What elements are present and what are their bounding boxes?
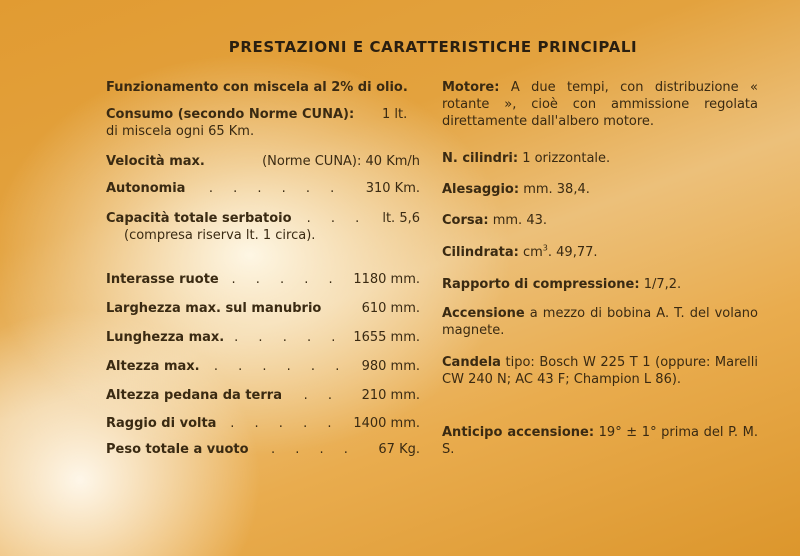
consumo-text: 1 lt. di miscela ogni 65 Km. <box>106 107 408 139</box>
autonomia-row <box>106 180 420 197</box>
dimension-row <box>106 387 420 404</box>
capacita-dots: . . . <box>306 211 368 226</box>
dimension-label: Altezza max. <box>106 359 200 374</box>
cilindrata-line <box>442 244 758 261</box>
dimension-label: Altezza pedana da terra <box>106 388 282 403</box>
funzionamento-line: Funzionamento con miscela al 2% di olio. <box>106 80 408 95</box>
dimension-dots: . . . . . . <box>213 359 348 374</box>
cilindrata-unit: cm <box>522 245 543 260</box>
anticipo-block <box>442 424 758 458</box>
accensione-text: a mezzo di bobina A. T. del volano magnete. <box>442 306 759 338</box>
dimension-row <box>106 358 420 375</box>
capacita-value: lt. 5,6 <box>382 211 420 226</box>
dimension-dots: . . . . <box>271 442 356 457</box>
consumo-block <box>106 106 420 139</box>
dimension-value: 1400 mm. <box>353 416 420 431</box>
motore-text: A due tempi, con distribuzione « rotante », cioè con ammissione regolata direttamente dall'albero motore. <box>442 80 758 129</box>
dimension-dots: . . . . . <box>230 416 340 431</box>
dimension-value: 980 mm. <box>361 359 420 374</box>
corsa-label: Corsa: <box>442 213 489 228</box>
autonomia-value: 310 Km. <box>365 181 420 196</box>
rapporto-label: Rapporto di compressione: <box>442 277 640 292</box>
motore-label: Motore: <box>442 80 500 95</box>
dimension-value: 1655 mm. <box>353 330 420 345</box>
dimension-row <box>106 441 420 458</box>
page-title: PRESTAZIONI E CARATTERISTICHE PRINCIPALI <box>228 38 638 56</box>
dimension-row <box>106 271 420 288</box>
dimension-dots: . . . . . <box>231 272 341 287</box>
dimension-label: Raggio di volta <box>106 416 217 431</box>
corsa-line <box>442 212 758 229</box>
dimension-row <box>106 329 420 346</box>
cilindrata-label: Cilindrata: <box>442 245 519 260</box>
dimension-value: 610 mm. <box>361 301 420 316</box>
cilindrata-text: . 49,77. <box>547 245 598 260</box>
candela-text: tipo: Bosch W 225 T 1 (oppure: Marelli CW 240 N; AC 43 F; Champion L 86). <box>442 355 758 387</box>
alesaggio-text: mm. 38,4. <box>523 182 590 197</box>
autonomia-dots: . . . . . . <box>208 181 343 196</box>
dimension-label: Larghezza max. sul manubrio <box>106 301 322 316</box>
dimension-row <box>106 415 420 432</box>
rapporto-text: 1/7,2. <box>643 277 682 292</box>
rapporto-line <box>442 276 758 293</box>
accensione-label: Accensione <box>442 306 525 321</box>
cilindri-line <box>442 150 758 167</box>
cilindri-text: 1 orizzontale. <box>522 151 611 166</box>
anticipo-label: Anticipo accensione: <box>442 425 595 440</box>
dimension-label: Peso totale a vuoto <box>106 442 249 457</box>
alesaggio-line <box>442 181 758 198</box>
corsa-text: mm. 43. <box>492 213 548 228</box>
capacita-row <box>106 210 420 227</box>
velocita-row <box>106 153 420 170</box>
velocita-value: (Norme CUNA): 40 Km/h <box>262 154 420 169</box>
dimension-dots: . . <box>303 388 340 403</box>
accensione-block <box>442 305 758 339</box>
dimension-label: Interasse ruote <box>106 272 219 287</box>
dimension-value: 210 mm. <box>361 388 420 403</box>
candela-block <box>442 354 758 388</box>
right-column <box>442 76 758 476</box>
dimension-dots: . . . . . <box>234 330 344 345</box>
candela-label: Candela <box>442 355 501 370</box>
dimension-value: 67 Kg. <box>378 442 420 457</box>
velocita-label: Velocità max. <box>106 154 205 169</box>
left-column <box>106 76 420 476</box>
dimension-value: 1180 mm. <box>353 272 420 287</box>
dimension-label: Lunghezza max. <box>106 330 225 345</box>
dimension-row <box>106 300 420 317</box>
alesaggio-label: Alesaggio: <box>442 182 520 197</box>
cilindrata-sup: 3 <box>542 243 548 253</box>
autonomia-label: Autonomia <box>106 181 186 196</box>
capacita-note: (compresa riserva lt. 1 circa). <box>124 228 316 243</box>
cilindri-label: N. cilindri: <box>442 151 519 166</box>
motore-block <box>442 79 758 130</box>
capacita-label: Capacità totale serbatoio <box>106 211 292 226</box>
consumo-label: Consumo (secondo Norme CUNA): <box>106 107 355 122</box>
anticipo-text: 19° ± 1° prima del P. M. S. <box>442 425 758 457</box>
